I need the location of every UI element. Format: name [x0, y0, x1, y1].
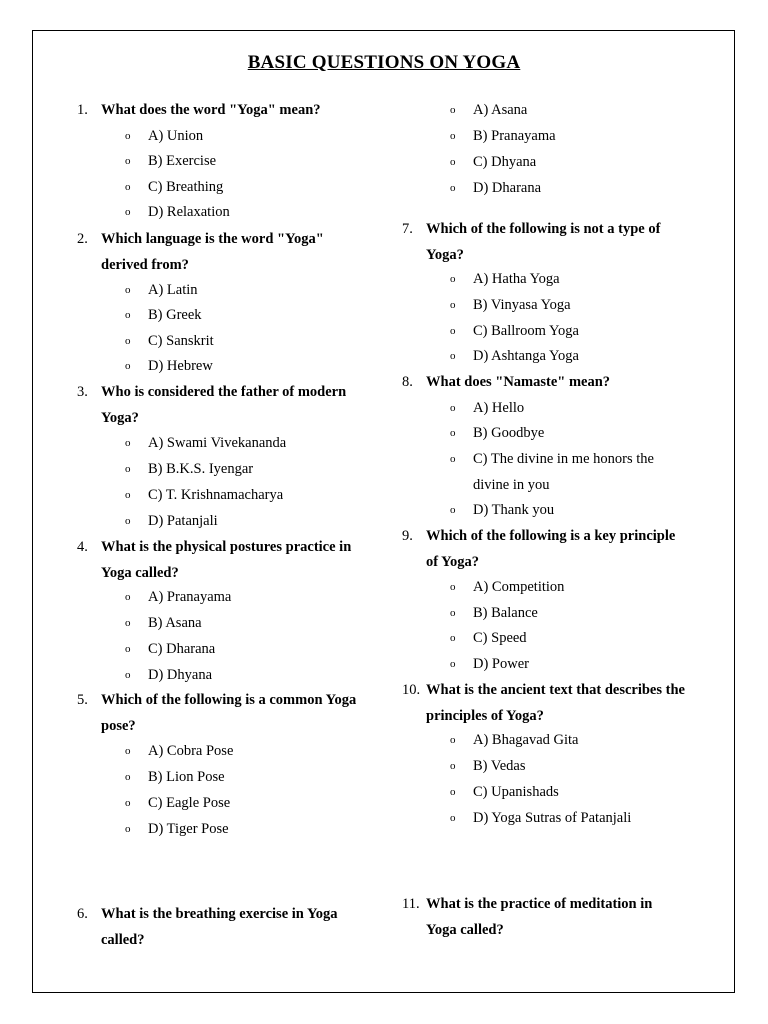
bullet-icon: o	[450, 734, 456, 746]
question-number: 5.	[77, 692, 88, 708]
option-item: o A) Competition	[473, 575, 564, 601]
bullet-icon: o	[125, 489, 131, 501]
option-item: o C) Dhyana	[473, 150, 536, 176]
question-text-line2: Yoga?	[101, 409, 139, 426]
bullet-icon: o	[450, 427, 456, 439]
bullet-icon: o	[125, 437, 131, 449]
bullet-icon: o	[125, 309, 131, 321]
option-item: o D) Tiger Pose	[148, 817, 229, 843]
option-item: o D) Dhyana	[148, 663, 212, 689]
bullet-icon: o	[125, 515, 131, 527]
option-item: o A) Pranayama	[148, 585, 231, 611]
option-item: o B) Pranayama	[473, 124, 556, 150]
bullet-icon: o	[450, 350, 456, 362]
question-number: 9.	[402, 528, 413, 544]
question-1	[77, 98, 321, 124]
bullet-icon: o	[125, 643, 131, 655]
question-7	[402, 217, 661, 268]
question-11	[402, 892, 653, 943]
bullet-icon: o	[450, 402, 456, 414]
question-number: 8.	[402, 374, 413, 390]
question-text-line1: What is the physical postures practice in	[101, 539, 352, 555]
question-2	[77, 227, 324, 278]
question-text-line1: Who is considered the father of modern	[101, 384, 347, 400]
bullet-icon: o	[450, 156, 456, 168]
question-text: What does the word "Yoga" mean?	[101, 102, 321, 118]
question-8	[402, 370, 611, 396]
option-item: o B) B.K.S. Iyengar	[148, 457, 253, 483]
option-item-continuation: divine in you	[473, 477, 550, 493]
question-4	[77, 535, 352, 586]
bullet-icon: o	[125, 206, 131, 218]
question-text-line1: Which of the following is not a type of	[426, 221, 661, 237]
question-9	[402, 524, 676, 575]
question-text: What does "Namaste" mean?	[426, 374, 611, 390]
option-item: o B) Greek	[148, 303, 202, 329]
question-text-line1: Which of the following is a common Yoga	[101, 692, 357, 708]
bullet-icon: o	[125, 463, 131, 475]
question-number: 4.	[77, 539, 88, 555]
option-item: o B) Goodbye	[473, 421, 544, 447]
question-6	[77, 902, 338, 953]
question-number: 6.	[77, 906, 88, 922]
question-text-line2: called?	[101, 931, 145, 948]
bullet-icon: o	[450, 632, 456, 644]
question-text-line2: derived from?	[101, 256, 189, 273]
option-item: o B) Balance	[473, 601, 538, 627]
option-item: o D) Hebrew	[148, 354, 213, 380]
option-item: o D) Power	[473, 652, 529, 678]
bullet-icon: o	[125, 181, 131, 193]
bullet-icon: o	[125, 823, 131, 835]
question-text-line2: Yoga called?	[101, 564, 179, 581]
bullet-icon: o	[125, 797, 131, 809]
question-10	[402, 678, 685, 729]
option-item: o C) Eagle Pose	[148, 791, 230, 817]
option-item: o A) Cobra Pose	[148, 739, 233, 765]
bullet-icon: o	[450, 299, 456, 311]
question-number: 10.	[402, 682, 421, 698]
question-text-line2: of Yoga?	[426, 553, 480, 570]
question-text-line2: pose?	[101, 717, 136, 734]
bullet-icon: o	[450, 760, 456, 772]
question-number: 2.	[77, 231, 88, 247]
option-item: o C) Dharana	[148, 637, 215, 663]
option-item: o A) Asana	[473, 98, 527, 124]
bullet-icon: o	[450, 581, 456, 593]
bullet-icon: o	[450, 607, 456, 619]
option-item: o D) Yoga Sutras of Patanjali	[473, 806, 631, 832]
bullet-icon: o	[450, 130, 456, 142]
bullet-icon: o	[450, 658, 456, 670]
option-item: o C) The divine in me honors the	[473, 447, 654, 473]
bullet-icon: o	[450, 182, 456, 194]
option-item: o D) Relaxation	[148, 200, 230, 226]
bullet-icon: o	[125, 335, 131, 347]
question-text-line2: Yoga?	[426, 246, 464, 263]
option-item: o C) Speed	[473, 626, 527, 652]
question-number: 11.	[402, 896, 420, 912]
option-item: o C) Upanishads	[473, 780, 559, 806]
question-number: 3.	[77, 384, 88, 400]
question-text-line1: What is the breathing exercise in Yoga	[101, 906, 338, 922]
question-number: 7.	[402, 221, 413, 237]
option-item: o A) Hatha Yoga	[473, 267, 560, 293]
bullet-icon: o	[450, 104, 456, 116]
bullet-icon: o	[125, 284, 131, 296]
option-item: o D) Thank you	[473, 498, 554, 524]
bullet-icon: o	[450, 273, 456, 285]
bullet-icon: o	[125, 130, 131, 142]
bullet-icon: o	[125, 745, 131, 757]
question-text-line2: principles of Yoga?	[426, 707, 544, 724]
bullet-icon: o	[125, 360, 131, 372]
question-text-line1: What is the ancient text that describes the	[426, 682, 685, 698]
option-item: o C) Sanskrit	[148, 329, 214, 355]
option-item: o B) Vedas	[473, 754, 526, 780]
option-item: o B) Lion Pose	[148, 765, 225, 791]
option-item: o A) Union	[148, 124, 203, 150]
option-item: o B) Exercise	[148, 149, 216, 175]
bullet-icon: o	[450, 453, 456, 465]
page-border	[32, 30, 735, 993]
bullet-icon: o	[450, 504, 456, 516]
question-number: 1.	[77, 102, 88, 118]
option-item: o A) Latin	[148, 278, 198, 304]
question-text-line1: Which of the following is a key principle	[426, 528, 676, 544]
bullet-icon: o	[125, 669, 131, 681]
page-title: BASIC QUESTIONS ON YOGA	[247, 52, 521, 73]
option-item: o D) Dharana	[473, 176, 541, 202]
question-3	[77, 380, 347, 431]
bullet-icon: o	[125, 155, 131, 167]
option-item: o D) Patanjali	[148, 509, 218, 535]
bullet-icon: o	[450, 786, 456, 798]
option-item: o D) Ashtanga Yoga	[473, 344, 579, 370]
option-item: o A) Hello	[473, 396, 524, 422]
question-text-line1: Which language is the word "Yoga"	[101, 231, 324, 247]
question-5	[77, 688, 357, 739]
option-item: o B) Asana	[148, 611, 202, 637]
bullet-icon: o	[125, 617, 131, 629]
question-text-line1: What is the practice of meditation in	[426, 896, 653, 912]
bullet-icon: o	[450, 325, 456, 337]
bullet-icon: o	[450, 812, 456, 824]
bullet-icon: o	[125, 591, 131, 603]
option-item: o C) Ballroom Yoga	[473, 319, 579, 345]
bullet-icon: o	[125, 771, 131, 783]
question-text-line2: Yoga called?	[426, 921, 504, 938]
option-item: o C) Breathing	[148, 175, 223, 201]
option-item: o B) Vinyasa Yoga	[473, 293, 571, 319]
option-item: o C) T. Krishnamacharya	[148, 483, 283, 509]
option-item: o A) Swami Vivekananda	[148, 431, 286, 457]
option-item: o A) Bhagavad Gita	[473, 728, 579, 754]
